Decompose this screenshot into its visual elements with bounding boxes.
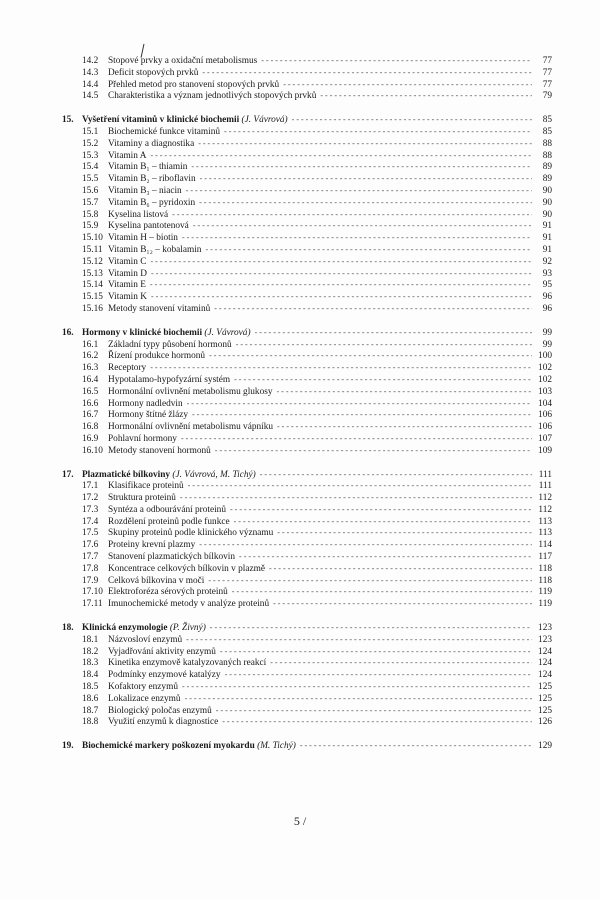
dot-leader xyxy=(234,516,532,528)
entry-title: Stopové prvky a oxidační metabolismus xyxy=(108,56,258,66)
entry-number: 18.1 xyxy=(82,634,99,645)
entry-title: Řízení produkce hormonů xyxy=(108,351,206,362)
dot-leader xyxy=(199,197,532,209)
entry-title: Metody stanovení vitaminů xyxy=(108,303,211,314)
toc-entry-row[interactable] xyxy=(62,291,552,303)
entry-number: 15.11 xyxy=(82,244,103,255)
toc-entry-row[interactable] xyxy=(62,90,552,102)
dot-leader xyxy=(188,480,532,492)
dot-leader xyxy=(214,303,532,315)
toc-entry-row[interactable] xyxy=(62,398,552,410)
entry-number: 18.7 xyxy=(82,705,99,716)
entry-page: 91 xyxy=(542,233,552,244)
toc-entry-row[interactable] xyxy=(62,67,552,79)
entry-page: 126 xyxy=(538,717,552,728)
chapter-page: 85 xyxy=(542,115,552,126)
entry-title: Vitamin B₁ – thiamin xyxy=(108,162,188,173)
dot-leader xyxy=(205,244,532,256)
dot-leader xyxy=(200,173,532,185)
toc-entry-row[interactable] xyxy=(62,244,552,256)
entry-page: 99 xyxy=(542,339,552,350)
entry-page: 125 xyxy=(538,693,552,704)
entry-title: Celková bílkovina v moči xyxy=(108,575,205,586)
entry-page: 95 xyxy=(542,280,552,291)
dot-leader xyxy=(150,362,532,374)
chapter-number: 18. xyxy=(62,623,74,634)
entry-page: 125 xyxy=(538,705,552,716)
dot-leader xyxy=(187,398,532,410)
entry-page: 102 xyxy=(538,374,552,385)
dot-leader xyxy=(202,67,532,79)
toc-entry-row[interactable] xyxy=(62,681,552,693)
chapter-page: 123 xyxy=(538,623,552,634)
toc-entry-row[interactable] xyxy=(62,362,552,374)
entry-page: 111 xyxy=(538,481,552,492)
chapter-title: Klinická enzymologie xyxy=(82,623,168,634)
toc-entry-row[interactable] xyxy=(62,185,552,197)
entry-number: 16.5 xyxy=(82,386,99,397)
entry-title: Stanovení plazmatických bílkovin xyxy=(108,552,236,563)
entry-title: Vitamin H – biotin xyxy=(108,233,178,244)
toc-chapter-row[interactable] xyxy=(62,327,552,339)
toc-entry-row[interactable] xyxy=(62,279,552,291)
toc-entry-row[interactable] xyxy=(62,138,552,150)
chapter-author: (J. Vávrová, M. Tichý) xyxy=(172,469,256,480)
toc-entry-row[interactable] xyxy=(62,563,552,575)
section-gap xyxy=(62,102,552,114)
toc-entry-row[interactable] xyxy=(62,55,552,67)
toc-entry-row[interactable] xyxy=(62,374,552,386)
entry-number: 15.3 xyxy=(82,150,99,161)
entry-title: Proteiny krevní plazmy xyxy=(108,540,196,551)
entry-number: 16.6 xyxy=(82,398,99,409)
entry-page: 90 xyxy=(542,197,552,208)
dot-leader xyxy=(193,220,532,232)
toc-entry-row[interactable] xyxy=(62,409,552,421)
entry-page: 117 xyxy=(538,552,552,563)
dot-leader xyxy=(215,445,532,457)
entry-number: 18.4 xyxy=(82,670,99,681)
toc-entry-row[interactable] xyxy=(62,220,552,232)
toc-entry-row[interactable] xyxy=(62,161,552,173)
chapter-title: Vyšetření vitaminů v klinické biochemii xyxy=(82,115,240,126)
entry-page: 124 xyxy=(538,646,552,657)
entry-title: Vitamin D xyxy=(108,268,147,279)
entry-title: Imunochemické metody v analýze proteinů xyxy=(108,599,270,610)
dot-leader xyxy=(277,421,532,433)
dot-leader xyxy=(216,705,532,717)
entry-page: 119 xyxy=(538,599,552,610)
dot-leader xyxy=(277,386,533,398)
dot-leader xyxy=(150,150,532,162)
entry-number: 17.3 xyxy=(82,504,99,515)
entry-number: 18.5 xyxy=(82,682,99,693)
entry-page: 91 xyxy=(542,221,552,232)
entry-title: Skupiny proteinů podle klinického významu xyxy=(108,528,274,539)
toc-entry-row[interactable] xyxy=(62,634,552,646)
dot-leader xyxy=(234,374,532,386)
section-gap xyxy=(62,610,552,622)
entry-number: 15.8 xyxy=(82,209,99,220)
entry-title: Vitamin B₆ – pyridoxin xyxy=(108,197,196,208)
entry-page: 89 xyxy=(542,174,552,185)
dot-leader xyxy=(225,669,532,681)
dot-leader xyxy=(182,232,532,244)
entry-number: 15.5 xyxy=(82,174,99,185)
chapter-author: (J. Vávrová) xyxy=(241,115,288,126)
chapter-number: 15. xyxy=(62,115,74,126)
toc-entry-row[interactable] xyxy=(62,527,552,539)
dot-leader xyxy=(208,575,532,587)
entry-number: 14.2 xyxy=(82,56,99,66)
entry-number: 17.8 xyxy=(82,563,99,574)
entry-title: Rozdělení proteinů podle funkce xyxy=(108,516,230,527)
table-of-contents xyxy=(62,55,552,752)
entry-number: 18.8 xyxy=(82,717,99,728)
toc-entry-row[interactable] xyxy=(62,79,552,91)
entry-page: 109 xyxy=(538,445,552,456)
dot-leader xyxy=(151,291,532,303)
entry-number: 15.7 xyxy=(82,197,99,208)
dot-leader xyxy=(277,527,532,539)
toc-entry-row[interactable] xyxy=(62,421,552,433)
entry-page: 85 xyxy=(542,126,552,137)
entry-number: 18.3 xyxy=(82,658,99,669)
entry-page: 90 xyxy=(542,209,552,220)
entry-number: 16.1 xyxy=(82,339,99,350)
dot-leader xyxy=(186,185,532,197)
dot-leader xyxy=(260,469,532,481)
entry-page: 107 xyxy=(538,433,552,444)
section-gap xyxy=(62,457,552,469)
entry-page: 114 xyxy=(538,540,552,551)
dot-leader xyxy=(191,161,532,173)
entry-number: 15.9 xyxy=(82,221,99,232)
chapter-title: Hormony v klinické biochemii xyxy=(82,327,203,338)
entry-title: Hormonální ovlivnění metabolismu glukosy xyxy=(108,386,273,397)
chapter-author: (M. Tichý) xyxy=(257,741,296,752)
section-gap xyxy=(62,728,552,740)
dot-leader xyxy=(198,138,532,150)
entry-number: 17.7 xyxy=(82,552,99,563)
chapter-author: (P. Živný) xyxy=(169,623,206,634)
page-number: 5 / xyxy=(293,814,307,828)
dot-leader xyxy=(255,327,532,339)
entry-number: 15.12 xyxy=(82,256,103,267)
entry-title: Hormony štítné žlázy xyxy=(108,410,189,421)
entry-title: Kinetika enzymově katalyzovaných reakcí xyxy=(108,658,267,669)
entry-number: 17.6 xyxy=(82,540,99,551)
entry-page: 103 xyxy=(538,386,552,397)
dot-leader xyxy=(239,551,532,563)
entry-number: 15.2 xyxy=(82,138,99,149)
entry-title: Hormony nadledvin xyxy=(108,398,183,409)
entry-page: 106 xyxy=(538,422,552,433)
toc-entry-row[interactable] xyxy=(62,516,552,528)
toc-entry-row[interactable] xyxy=(62,575,552,587)
entry-title: Metody stanovení hormonů xyxy=(108,445,211,456)
dot-leader xyxy=(182,681,532,693)
toc-entry-row[interactable] xyxy=(62,433,552,445)
entry-page: 79 xyxy=(542,91,552,102)
entry-number: 18.6 xyxy=(82,693,99,704)
entry-page: 96 xyxy=(542,303,552,314)
dot-leader xyxy=(180,492,532,504)
entry-title: Základní typy působení hormonů xyxy=(108,339,232,350)
entry-title: Vitamin A xyxy=(108,150,147,161)
entry-title: Charakteristika a význam jednotlivých stopových prvků xyxy=(108,91,317,102)
section-gap xyxy=(62,315,552,327)
entry-page: 123 xyxy=(538,634,552,645)
dot-leader xyxy=(172,209,532,221)
entry-number: 14.4 xyxy=(82,79,99,90)
dot-leader xyxy=(210,622,532,634)
dot-leader xyxy=(232,586,532,598)
entry-title: Přehled metod pro stanovení stopových prvků xyxy=(108,79,280,90)
dot-leader xyxy=(181,433,532,445)
chapter-page: 99 xyxy=(542,327,552,338)
entry-number: 15.6 xyxy=(82,185,99,196)
dot-leader xyxy=(186,634,532,646)
entry-number: 15.14 xyxy=(82,280,103,291)
toc-entry-row[interactable] xyxy=(62,504,552,516)
entry-title: Hormonální ovlivnění metabolismu vápníku xyxy=(108,422,273,433)
entry-title: Lokalizace enzymů xyxy=(108,693,181,704)
entry-page: 96 xyxy=(542,292,552,303)
entry-page: 89 xyxy=(542,162,552,173)
entry-number: 16.4 xyxy=(82,374,99,385)
entry-number: 17.11 xyxy=(82,599,103,610)
entry-page: 77 xyxy=(542,56,552,66)
dot-leader xyxy=(150,256,532,268)
entry-number: 15.16 xyxy=(82,303,103,314)
dot-leader xyxy=(230,504,532,516)
entry-page: 104 xyxy=(538,398,552,409)
entry-title: Receptory xyxy=(108,363,147,374)
toc-entry-row[interactable] xyxy=(62,598,552,610)
entry-title: Deficit stopových prvků xyxy=(108,67,199,78)
entry-page: 88 xyxy=(542,138,552,149)
dot-leader xyxy=(199,539,532,551)
dot-leader xyxy=(292,114,532,126)
entry-number: 18.2 xyxy=(82,646,99,657)
dot-leader xyxy=(151,268,532,280)
dot-leader xyxy=(150,279,532,291)
entry-page: 102 xyxy=(538,363,552,374)
entry-page: 93 xyxy=(542,268,552,279)
entry-page: 77 xyxy=(542,79,552,90)
entry-title: Hypotalamo-hypofyzární systém xyxy=(108,374,231,385)
entry-page: 91 xyxy=(542,244,552,255)
toc-entry-row[interactable] xyxy=(62,586,552,598)
entry-number: 14.3 xyxy=(82,67,99,78)
dot-leader xyxy=(220,646,532,658)
toc-entry-row[interactable] xyxy=(62,386,552,398)
entry-page: 113 xyxy=(538,528,552,539)
entry-title: Klasifikace proteinů xyxy=(108,481,184,492)
entry-number: 16.2 xyxy=(82,351,99,362)
entry-number: 16.9 xyxy=(82,433,99,444)
chapter-title-wrap xyxy=(82,741,300,753)
toc-entry-row[interactable] xyxy=(62,716,552,728)
entry-title: Podmínky enzymové katalýzy xyxy=(108,670,221,681)
dot-leader xyxy=(261,55,532,67)
entry-title: Vitamin K xyxy=(108,292,147,303)
entry-title: Vitamin B₂ – riboflavin xyxy=(108,174,196,185)
chapter-number: 19. xyxy=(62,741,74,752)
dot-leader xyxy=(224,126,532,138)
toc-entry-row[interactable] xyxy=(62,539,552,551)
toc-entry-row[interactable] xyxy=(62,197,552,209)
toc-entry-row[interactable] xyxy=(62,492,552,504)
toc-entry-row[interactable] xyxy=(62,256,552,268)
entry-title: Vitamin E xyxy=(108,280,146,291)
entry-title: Vyjadřování aktivity enzymů xyxy=(108,646,216,657)
entry-number: 16.3 xyxy=(82,363,99,374)
entry-number: 16.7 xyxy=(82,410,99,421)
entry-title: Využití enzymů k diagnostice xyxy=(108,717,219,728)
dot-leader xyxy=(236,339,532,351)
entry-page: 92 xyxy=(542,256,552,267)
toc-entry-row[interactable] xyxy=(62,268,552,280)
toc-entry-row[interactable] xyxy=(62,173,552,185)
entry-title: Kyselina pantotenová xyxy=(108,221,189,232)
entry-page: 112 xyxy=(538,493,552,504)
entry-number: 17.10 xyxy=(82,587,103,598)
entry-number: 16.8 xyxy=(82,422,99,433)
toc-entry-row[interactable] xyxy=(62,693,552,705)
dot-leader xyxy=(273,598,532,610)
toc-entry-row[interactable] xyxy=(62,339,552,351)
entry-title: Biologický poločas enzymů xyxy=(108,705,212,716)
toc-chapter-row[interactable] xyxy=(62,740,552,752)
entry-page: 100 xyxy=(538,351,552,362)
entry-title: Pohlavní hormony xyxy=(108,433,177,444)
entry-title: Vitamin B₁₂ – kobalamin xyxy=(108,244,202,255)
entry-number: 15.13 xyxy=(82,268,103,279)
dot-leader xyxy=(300,740,532,752)
entry-page: 124 xyxy=(538,658,552,669)
entry-title: Biochemické funkce vitaminů xyxy=(108,126,221,137)
entry-page: 113 xyxy=(538,516,552,527)
entry-page: 112 xyxy=(538,504,552,515)
entry-page: 125 xyxy=(538,682,552,693)
entry-number: 15.10 xyxy=(82,233,103,244)
entry-page: 77 xyxy=(542,67,552,78)
entry-title: Syntéza a odbourávání proteinů xyxy=(108,504,226,515)
toc-entry-row[interactable] xyxy=(62,669,552,681)
entry-title: Kofaktory enzymů xyxy=(108,682,178,693)
toc-entry-row[interactable] xyxy=(62,126,552,138)
entry-number: 17.2 xyxy=(82,493,99,504)
dot-leader xyxy=(270,657,532,669)
entry-page: 88 xyxy=(542,150,552,161)
entry-title: Vitaminy a diagnostika xyxy=(108,138,195,149)
toc-entry-row[interactable] xyxy=(62,350,552,362)
entry-number: 15.15 xyxy=(82,292,103,303)
dot-leader xyxy=(269,563,532,575)
toc-entry-row[interactable] xyxy=(62,480,552,492)
toc-entry-row[interactable] xyxy=(62,209,552,221)
dot-leader xyxy=(222,716,532,728)
entry-page: 124 xyxy=(538,670,552,681)
chapter-author: (J. Vávrová) xyxy=(204,327,251,338)
entry-page: 90 xyxy=(542,185,552,196)
entry-number: 14.5 xyxy=(82,91,99,102)
entry-number: 15.4 xyxy=(82,162,99,173)
dot-leader xyxy=(283,79,532,91)
entry-title: Struktura proteinů xyxy=(108,493,176,504)
chapter-number: 16. xyxy=(62,327,74,338)
toc-entry-row[interactable] xyxy=(62,657,552,669)
toc-entry-row[interactable] xyxy=(62,551,552,563)
entry-title: Elektroforéza sérových proteinů xyxy=(108,587,228,598)
entry-title: Kyselina listová xyxy=(108,209,169,220)
toc-entry-row[interactable] xyxy=(62,705,552,717)
chapter-page: 129 xyxy=(538,741,552,752)
entry-number: 17.4 xyxy=(82,516,99,527)
toc-entry-row[interactable] xyxy=(62,303,552,315)
entry-page: 118 xyxy=(538,575,552,586)
dot-leader xyxy=(320,90,532,102)
dot-leader xyxy=(209,350,532,362)
entry-number: 17.9 xyxy=(82,575,99,586)
entry-number: 17.5 xyxy=(82,528,99,539)
chapter-page: 111 xyxy=(538,469,552,480)
toc-entry-row[interactable] xyxy=(62,232,552,244)
entry-number: 15.1 xyxy=(82,126,99,137)
entry-page: 118 xyxy=(538,563,552,574)
entry-title: Názvosloví enzymů xyxy=(108,634,183,645)
toc-chapter-row[interactable] xyxy=(62,469,552,481)
chapter-title: Biochemické markery poškození myokardu xyxy=(82,741,255,752)
entry-page: 106 xyxy=(538,410,552,421)
entry-title: Vitamin B₃ – niacin xyxy=(108,185,182,196)
entry-number: 16.10 xyxy=(82,445,103,456)
chapter-number: 17. xyxy=(62,469,74,480)
toc-entry-row[interactable] xyxy=(62,646,552,658)
entry-title: Vitamin C xyxy=(108,256,147,267)
toc-chapter-row[interactable] xyxy=(62,114,552,126)
entry-page: 119 xyxy=(538,587,552,598)
entry-title: Koncentrace celkových bílkovin v plazmě xyxy=(108,563,265,574)
dot-leader xyxy=(185,693,532,705)
chapter-title: Plazmatické bílkoviny xyxy=(82,469,171,480)
entry-number: 17.1 xyxy=(82,481,99,492)
dot-leader xyxy=(192,409,532,421)
toc-chapter-row[interactable] xyxy=(62,622,552,634)
toc-entry-row[interactable] xyxy=(62,445,552,457)
toc-entry-row[interactable] xyxy=(62,150,552,162)
